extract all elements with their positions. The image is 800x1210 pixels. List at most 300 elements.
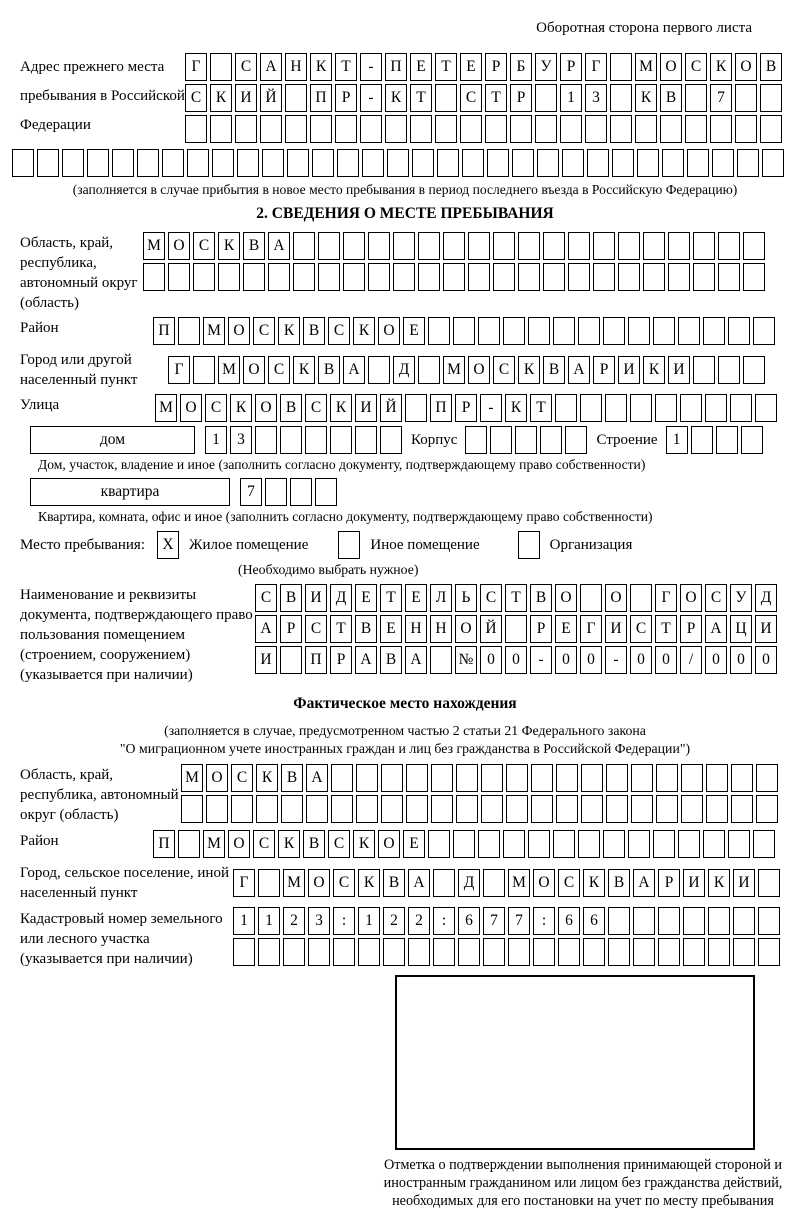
char-box[interactable]: 2	[283, 907, 305, 935]
char-box[interactable]: -	[360, 84, 382, 112]
char-box[interactable]: 7	[483, 907, 505, 935]
char-box[interactable]: В	[280, 394, 302, 422]
char-box[interactable]	[210, 115, 232, 143]
char-box[interactable]	[685, 115, 707, 143]
char-box[interactable]: О	[555, 584, 577, 612]
char-box[interactable]: И	[255, 646, 277, 674]
char-box[interactable]: И	[668, 356, 690, 384]
char-box[interactable]: С	[328, 830, 350, 858]
char-box[interactable]: Е	[460, 53, 482, 81]
char-box[interactable]	[143, 263, 165, 291]
char-box[interactable]	[465, 426, 487, 454]
char-box[interactable]	[453, 317, 475, 345]
char-box[interactable]	[593, 263, 615, 291]
char-box[interactable]	[760, 84, 782, 112]
char-box[interactable]: О	[533, 869, 555, 897]
char-box[interactable]	[468, 232, 490, 260]
char-box[interactable]: 0	[580, 646, 602, 674]
char-box[interactable]: Т	[530, 394, 552, 422]
char-box[interactable]: К	[230, 394, 252, 422]
char-box[interactable]: Р	[560, 53, 582, 81]
char-box[interactable]	[437, 149, 459, 177]
char-box[interactable]	[383, 938, 405, 966]
char-box[interactable]: С	[558, 869, 580, 897]
char-box[interactable]: С	[630, 615, 652, 643]
char-box[interactable]	[743, 263, 765, 291]
char-box[interactable]	[280, 646, 302, 674]
char-box[interactable]	[418, 356, 440, 384]
char-box[interactable]: О	[660, 53, 682, 81]
char-box[interactable]: 0	[655, 646, 677, 674]
char-box[interactable]: К	[218, 232, 240, 260]
char-box[interactable]	[643, 263, 665, 291]
char-box[interactable]: Р	[335, 84, 357, 112]
char-box[interactable]: С	[268, 356, 290, 384]
char-box[interactable]: К	[353, 317, 375, 345]
char-box[interactable]	[262, 149, 284, 177]
char-box[interactable]: С	[328, 317, 350, 345]
char-box[interactable]	[662, 149, 684, 177]
char-box[interactable]: 0	[755, 646, 777, 674]
char-box[interactable]	[703, 830, 725, 858]
char-box[interactable]: В	[303, 830, 325, 858]
char-box[interactable]: П	[310, 84, 332, 112]
char-box[interactable]	[231, 795, 253, 823]
char-box[interactable]	[610, 53, 632, 81]
char-box[interactable]	[658, 907, 680, 935]
char-box[interactable]: К	[210, 84, 232, 112]
char-box[interactable]	[315, 478, 337, 506]
char-box[interactable]: :	[533, 907, 555, 935]
char-box[interactable]: А	[408, 869, 430, 897]
char-box[interactable]: Е	[405, 584, 427, 612]
char-box[interactable]	[265, 478, 287, 506]
char-box[interactable]: С	[305, 394, 327, 422]
char-box[interactable]: Н	[430, 615, 452, 643]
char-box[interactable]	[655, 394, 677, 422]
char-box[interactable]	[531, 764, 553, 792]
char-box[interactable]	[603, 830, 625, 858]
char-box[interactable]	[568, 232, 590, 260]
char-box[interactable]: И	[355, 394, 377, 422]
char-box[interactable]	[712, 149, 734, 177]
char-box[interactable]	[728, 317, 750, 345]
char-box[interactable]	[331, 795, 353, 823]
char-box[interactable]	[260, 115, 282, 143]
char-box[interactable]: 0	[730, 646, 752, 674]
char-box[interactable]: О	[180, 394, 202, 422]
char-box[interactable]	[428, 830, 450, 858]
char-box[interactable]	[330, 426, 352, 454]
char-box[interactable]: Р	[330, 646, 352, 674]
char-box[interactable]: Й	[380, 394, 402, 422]
char-box[interactable]: :	[433, 907, 455, 935]
char-box[interactable]: С	[253, 317, 275, 345]
char-box[interactable]: 7	[508, 907, 530, 935]
char-box[interactable]	[243, 263, 265, 291]
char-box[interactable]	[178, 317, 200, 345]
char-box[interactable]: С	[235, 53, 257, 81]
char-box[interactable]	[331, 764, 353, 792]
char-box[interactable]	[258, 869, 280, 897]
stay-type-checkbox-residential[interactable]	[157, 531, 179, 559]
char-box[interactable]: У	[535, 53, 557, 81]
char-box[interactable]	[731, 795, 753, 823]
char-box[interactable]	[756, 764, 778, 792]
char-box[interactable]: Г	[233, 869, 255, 897]
char-box[interactable]	[406, 795, 428, 823]
char-box[interactable]: В	[243, 232, 265, 260]
char-box[interactable]: Р	[510, 84, 532, 112]
char-box[interactable]: С	[705, 584, 727, 612]
char-box[interactable]	[593, 232, 615, 260]
char-box[interactable]	[181, 795, 203, 823]
char-box[interactable]	[741, 426, 763, 454]
char-box[interactable]: С	[255, 584, 277, 612]
char-box[interactable]	[631, 764, 653, 792]
char-box[interactable]	[493, 232, 515, 260]
char-box[interactable]	[483, 869, 505, 897]
char-box[interactable]	[393, 232, 415, 260]
char-box[interactable]: М	[203, 317, 225, 345]
char-box[interactable]	[637, 149, 659, 177]
char-box[interactable]: 0	[630, 646, 652, 674]
char-box[interactable]	[681, 795, 703, 823]
char-box[interactable]: Т	[380, 584, 402, 612]
char-box[interactable]: О	[605, 584, 627, 612]
char-box[interactable]: В	[281, 764, 303, 792]
char-box[interactable]	[483, 938, 505, 966]
char-box[interactable]: №	[455, 646, 477, 674]
char-box[interactable]: /	[680, 646, 702, 674]
char-box[interactable]	[628, 317, 650, 345]
char-box[interactable]: О	[378, 317, 400, 345]
char-box[interactable]	[187, 149, 209, 177]
char-box[interactable]: С	[305, 615, 327, 643]
char-box[interactable]: Т	[485, 84, 507, 112]
char-box[interactable]: М	[143, 232, 165, 260]
char-box[interactable]	[512, 149, 534, 177]
char-box[interactable]	[478, 317, 500, 345]
char-box[interactable]: К	[278, 830, 300, 858]
char-box[interactable]	[333, 938, 355, 966]
char-box[interactable]	[358, 938, 380, 966]
char-box[interactable]: О	[228, 830, 250, 858]
char-box[interactable]	[581, 764, 603, 792]
char-box[interactable]: Р	[280, 615, 302, 643]
char-box[interactable]	[318, 263, 340, 291]
char-box[interactable]	[478, 830, 500, 858]
char-box[interactable]	[212, 149, 234, 177]
char-box[interactable]	[431, 764, 453, 792]
char-box[interactable]	[580, 584, 602, 612]
char-box[interactable]: 1	[258, 907, 280, 935]
char-box[interactable]	[493, 263, 515, 291]
char-box[interactable]: Г	[580, 615, 602, 643]
char-box[interactable]	[406, 764, 428, 792]
char-box[interactable]: С	[193, 232, 215, 260]
char-box[interactable]: 0	[505, 646, 527, 674]
char-box[interactable]	[693, 232, 715, 260]
char-box[interactable]	[418, 263, 440, 291]
char-box[interactable]: В	[530, 584, 552, 612]
char-box[interactable]	[562, 149, 584, 177]
char-box[interactable]	[568, 263, 590, 291]
char-box[interactable]	[218, 263, 240, 291]
char-box[interactable]: О	[243, 356, 265, 384]
char-box[interactable]	[410, 115, 432, 143]
char-box[interactable]	[631, 795, 653, 823]
char-box[interactable]	[206, 795, 228, 823]
char-box[interactable]: В	[280, 584, 302, 612]
char-box[interactable]: Й	[260, 84, 282, 112]
char-box[interactable]: Б	[510, 53, 532, 81]
char-box[interactable]: М	[635, 53, 657, 81]
char-box[interactable]	[362, 149, 384, 177]
char-box[interactable]	[603, 317, 625, 345]
char-box[interactable]	[653, 830, 675, 858]
char-box[interactable]	[380, 426, 402, 454]
char-box[interactable]	[758, 869, 780, 897]
char-box[interactable]: П	[305, 646, 327, 674]
char-box[interactable]: И	[733, 869, 755, 897]
char-box[interactable]	[518, 531, 540, 559]
char-box[interactable]	[678, 317, 700, 345]
char-box[interactable]: П	[153, 317, 175, 345]
char-box[interactable]: В	[303, 317, 325, 345]
char-box[interactable]	[535, 84, 557, 112]
char-box[interactable]	[453, 830, 475, 858]
char-box[interactable]: И	[618, 356, 640, 384]
char-box[interactable]: -	[605, 646, 627, 674]
char-box[interactable]	[543, 263, 565, 291]
char-box[interactable]: 1	[233, 907, 255, 935]
char-box[interactable]	[706, 795, 728, 823]
char-box[interactable]: М	[155, 394, 177, 422]
char-box[interactable]: О	[455, 615, 477, 643]
char-box[interactable]: Д	[330, 584, 352, 612]
char-box[interactable]	[503, 830, 525, 858]
char-box[interactable]	[587, 149, 609, 177]
char-box[interactable]	[758, 907, 780, 935]
char-box[interactable]	[487, 149, 509, 177]
char-box[interactable]: Т	[330, 615, 352, 643]
char-box[interactable]	[268, 263, 290, 291]
char-box[interactable]: А	[343, 356, 365, 384]
char-box[interactable]: В	[355, 615, 377, 643]
char-box[interactable]	[237, 149, 259, 177]
char-box[interactable]	[305, 426, 327, 454]
char-box[interactable]: 6	[458, 907, 480, 935]
char-box[interactable]	[381, 764, 403, 792]
char-box[interactable]	[360, 115, 382, 143]
char-box[interactable]: С	[685, 53, 707, 81]
char-box[interactable]: И	[683, 869, 705, 897]
char-box[interactable]	[62, 149, 84, 177]
char-box[interactable]: М	[508, 869, 530, 897]
char-box[interactable]: А	[633, 869, 655, 897]
char-box[interactable]	[535, 115, 557, 143]
char-box[interactable]	[490, 426, 512, 454]
char-box[interactable]	[578, 830, 600, 858]
char-box[interactable]	[756, 795, 778, 823]
char-box[interactable]	[556, 795, 578, 823]
char-box[interactable]	[506, 764, 528, 792]
char-box[interactable]	[481, 795, 503, 823]
char-box[interactable]	[731, 764, 753, 792]
char-box[interactable]	[716, 426, 738, 454]
char-box[interactable]	[443, 263, 465, 291]
char-box[interactable]: Г	[185, 53, 207, 81]
char-box[interactable]	[728, 830, 750, 858]
char-box[interactable]	[481, 764, 503, 792]
char-box[interactable]: М	[443, 356, 465, 384]
char-box[interactable]	[533, 938, 555, 966]
char-box[interactable]: К	[708, 869, 730, 897]
char-box[interactable]	[608, 938, 630, 966]
char-box[interactable]	[683, 907, 705, 935]
char-box[interactable]: И	[605, 615, 627, 643]
char-box[interactable]	[610, 84, 632, 112]
char-box[interactable]	[528, 830, 550, 858]
char-box[interactable]: В	[383, 869, 405, 897]
char-box[interactable]	[431, 795, 453, 823]
char-box[interactable]	[705, 394, 727, 422]
char-box[interactable]: И	[305, 584, 327, 612]
char-box[interactable]	[753, 317, 775, 345]
char-box[interactable]: О	[255, 394, 277, 422]
char-box[interactable]	[733, 907, 755, 935]
char-box[interactable]: 2	[383, 907, 405, 935]
stay-type-checkbox-other[interactable]	[338, 531, 360, 559]
char-box[interactable]	[733, 938, 755, 966]
char-box[interactable]: В	[543, 356, 565, 384]
char-box[interactable]	[633, 938, 655, 966]
char-box[interactable]: К	[643, 356, 665, 384]
char-box[interactable]	[356, 764, 378, 792]
char-box[interactable]	[287, 149, 309, 177]
char-box[interactable]	[735, 84, 757, 112]
char-box[interactable]: Е	[403, 317, 425, 345]
char-box[interactable]: К	[256, 764, 278, 792]
char-box[interactable]	[658, 938, 680, 966]
char-box[interactable]: И	[235, 84, 257, 112]
char-box[interactable]: К	[635, 84, 657, 112]
char-box[interactable]	[578, 317, 600, 345]
char-box[interactable]: С	[205, 394, 227, 422]
char-box[interactable]: К	[710, 53, 732, 81]
char-box[interactable]: А	[405, 646, 427, 674]
char-box[interactable]	[556, 764, 578, 792]
char-box[interactable]	[560, 115, 582, 143]
char-box[interactable]	[335, 115, 357, 143]
char-box[interactable]: :	[333, 907, 355, 935]
char-box[interactable]: К	[385, 84, 407, 112]
char-box[interactable]	[233, 938, 255, 966]
char-box[interactable]	[235, 115, 257, 143]
char-box[interactable]	[683, 938, 705, 966]
char-box[interactable]	[381, 795, 403, 823]
char-box[interactable]	[518, 263, 540, 291]
char-box[interactable]: С	[185, 84, 207, 112]
char-box[interactable]: С	[333, 869, 355, 897]
char-box[interactable]	[255, 426, 277, 454]
char-box[interactable]	[312, 149, 334, 177]
char-box[interactable]	[162, 149, 184, 177]
char-box[interactable]	[318, 232, 340, 260]
char-box[interactable]: А	[306, 764, 328, 792]
char-box[interactable]	[693, 263, 715, 291]
char-box[interactable]: -	[360, 53, 382, 81]
char-box[interactable]	[678, 830, 700, 858]
char-box[interactable]	[412, 149, 434, 177]
char-box[interactable]	[456, 795, 478, 823]
char-box[interactable]: Г	[168, 356, 190, 384]
char-box[interactable]	[428, 317, 450, 345]
char-box[interactable]	[531, 795, 553, 823]
char-box[interactable]: Т	[655, 615, 677, 643]
char-box[interactable]: В	[660, 84, 682, 112]
char-box[interactable]: -	[530, 646, 552, 674]
char-box[interactable]: Ц	[730, 615, 752, 643]
char-box[interactable]: К	[293, 356, 315, 384]
char-box[interactable]: Р	[593, 356, 615, 384]
char-box[interactable]: Н	[405, 615, 427, 643]
char-box[interactable]: К	[278, 317, 300, 345]
char-box[interactable]	[193, 263, 215, 291]
char-box[interactable]: П	[153, 830, 175, 858]
char-box[interactable]: Д	[458, 869, 480, 897]
char-box[interactable]	[681, 764, 703, 792]
char-box[interactable]: Д	[393, 356, 415, 384]
char-box[interactable]	[618, 263, 640, 291]
char-box[interactable]: О	[168, 232, 190, 260]
char-box[interactable]: 0	[555, 646, 577, 674]
char-box[interactable]	[508, 938, 530, 966]
char-box[interactable]	[580, 394, 602, 422]
char-box[interactable]	[210, 53, 232, 81]
char-box[interactable]: 7	[240, 478, 262, 506]
char-box[interactable]	[433, 938, 455, 966]
char-box[interactable]	[656, 795, 678, 823]
char-box[interactable]	[356, 795, 378, 823]
char-box[interactable]	[505, 615, 527, 643]
char-box[interactable]: Е	[403, 830, 425, 858]
char-box[interactable]: С	[460, 84, 482, 112]
char-box[interactable]: А	[568, 356, 590, 384]
char-box[interactable]	[12, 149, 34, 177]
char-box[interactable]	[528, 317, 550, 345]
char-box[interactable]	[435, 84, 457, 112]
char-box[interactable]: М	[181, 764, 203, 792]
char-box[interactable]: Р	[455, 394, 477, 422]
char-box[interactable]	[668, 232, 690, 260]
char-box[interactable]: 3	[308, 907, 330, 935]
char-box[interactable]: А	[268, 232, 290, 260]
char-box[interactable]: О	[680, 584, 702, 612]
char-box[interactable]: У	[730, 584, 752, 612]
char-box[interactable]	[37, 149, 59, 177]
char-box[interactable]	[510, 115, 532, 143]
char-box[interactable]: Р	[658, 869, 680, 897]
char-box[interactable]	[137, 149, 159, 177]
char-box[interactable]	[515, 426, 537, 454]
char-box[interactable]	[393, 263, 415, 291]
char-box[interactable]	[506, 795, 528, 823]
char-box[interactable]	[628, 830, 650, 858]
char-box[interactable]: К	[330, 394, 352, 422]
char-box[interactable]	[691, 426, 713, 454]
